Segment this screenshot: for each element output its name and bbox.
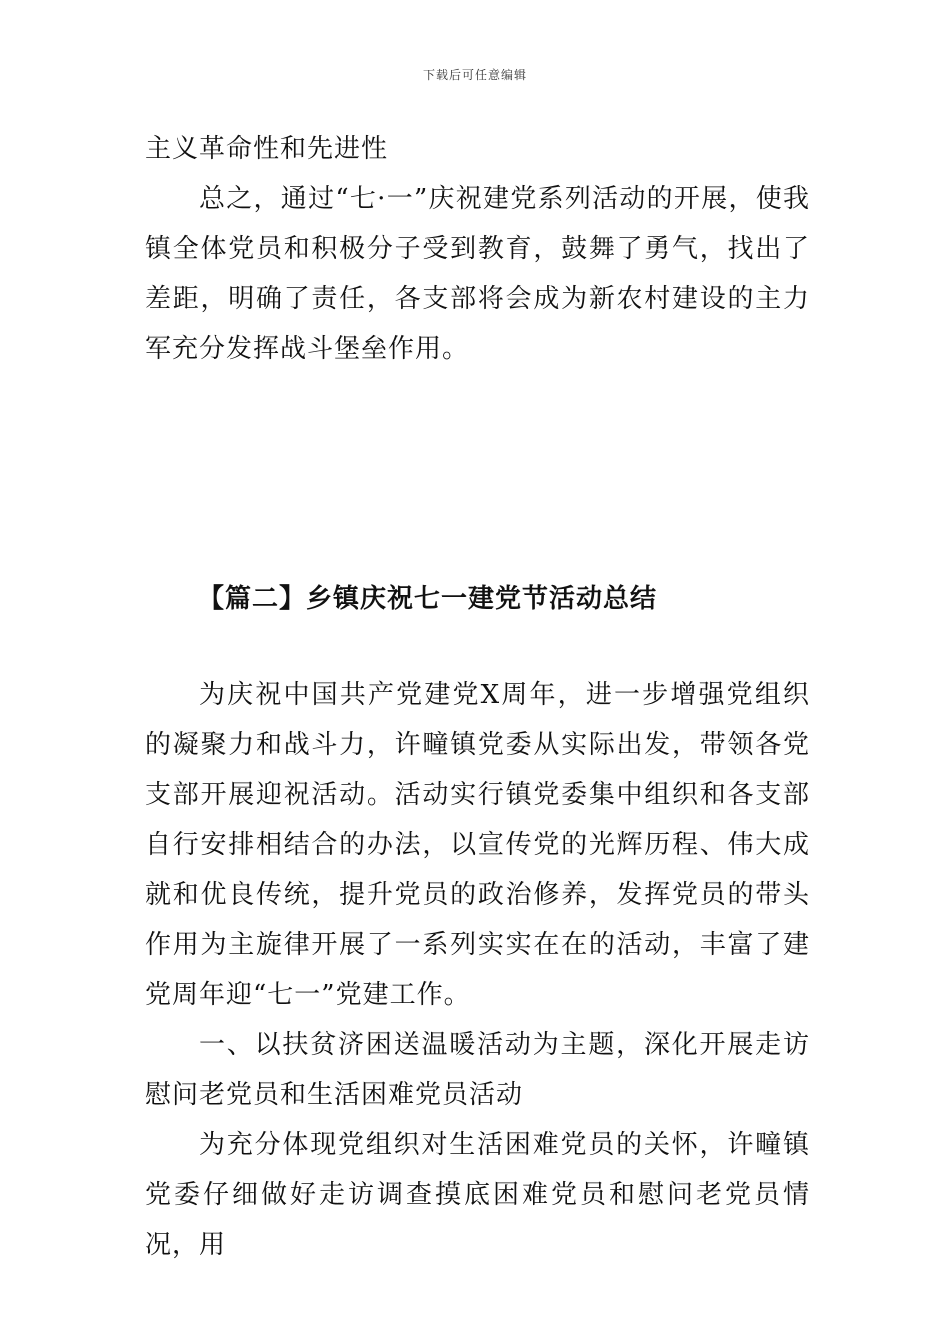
section-title: 【篇二】乡镇庆祝七一建党节活动总结 (198, 584, 658, 614)
paragraph-continuation: 主义革命性和先进性 (145, 134, 389, 164)
page-header: 下载后可任意编辑 (422, 68, 527, 82)
paragraph-summary: 总之，通过“七·一”庆祝建党系列活动的开展，使我镇全体党员和积极分子受到教育，鼓舞了勇气，找出了差距，明确了责任，各支部将会成为新农村建设的主力军充分发挥战斗堡垒作用。 (145, 184, 810, 364)
paragraph-body-one: 为充分体现党组织对生活困难党员的关怀，许疃镇党委仔细做好走访调查摸底困难党员和慰问老党员情况，用 (145, 1130, 810, 1260)
paragraph-heading-one: 一、以扶贫济困送温暖活动为主题，深化开展走访慰问老党员和生活困难党员活动 (145, 1030, 810, 1110)
text-block-section-two (145, 670, 810, 1270)
paragraph-intro: 为庆祝中国共产党建党X周年，进一步增强党组织的凝聚力和战斗力，许疃镇党委从实际出发，带领各党支部开展迎祝活动。活动实行镇党委集中组织和各支部自行安排相结合的办法，以宣传党的光辉历程、伟大成就和优良传统，提升党员的政治修养，发挥党员的带头作用为主旋律开展了一系列实实在在的活动，丰富了建党周年迎“七一”党建工作。 (145, 680, 810, 1010)
text-block-conclusion (145, 124, 810, 374)
